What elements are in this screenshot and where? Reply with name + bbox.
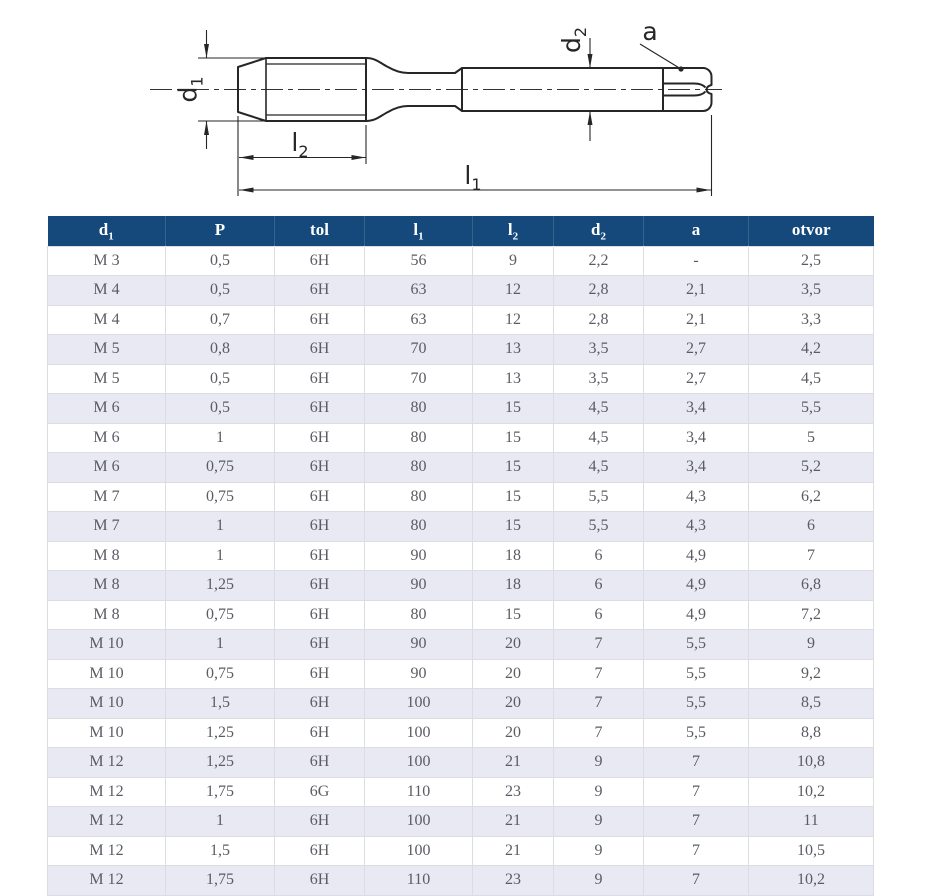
table-cell: 7 — [644, 777, 749, 807]
table-cell: 110 — [365, 777, 473, 807]
table-cell: 80 — [365, 453, 473, 483]
table-cell: 21 — [473, 836, 554, 866]
table-cell: 7 — [554, 689, 644, 719]
table-cell: 4,5 — [554, 453, 644, 483]
table-cell: 6H — [275, 364, 365, 394]
table-cell: 10,8 — [749, 748, 874, 778]
table-cell: 21 — [473, 807, 554, 837]
table-cell: 6H — [275, 305, 365, 335]
table-cell: M 3 — [48, 246, 166, 276]
table-cell: 23 — [473, 777, 554, 807]
tap-drawing-svg — [0, 0, 925, 216]
table-cell: 15 — [473, 600, 554, 630]
table-cell: 13 — [473, 364, 554, 394]
table-cell: 6,8 — [749, 571, 874, 601]
table-cell: 0,5 — [166, 364, 275, 394]
arrowhead — [588, 111, 593, 125]
table-cell: 6H — [275, 748, 365, 778]
table-cell: 15 — [473, 394, 554, 424]
column-header-l2: $l_2$ — [473, 216, 554, 246]
table-cell: 0,5 — [166, 276, 275, 306]
table-cell: 56 — [365, 246, 473, 276]
table-cell: M 6 — [48, 423, 166, 453]
callout-a — [640, 17, 684, 72]
table-cell: 9 — [554, 748, 644, 778]
arrowhead — [240, 155, 254, 160]
table-cell: 10,2 — [749, 866, 874, 896]
table-cell: M 10 — [48, 659, 166, 689]
table-cell: 20 — [473, 689, 554, 719]
table-cell: 63 — [365, 276, 473, 306]
table-cell: 6 — [554, 600, 644, 630]
table-cell: 80 — [365, 600, 473, 630]
table-cell: 6H — [275, 807, 365, 837]
table-cell: 1,5 — [166, 836, 275, 866]
table-cell: 12 — [473, 276, 554, 306]
table-cell: 9 — [554, 836, 644, 866]
table-cell: 10,5 — [749, 836, 874, 866]
column-header-l1: $l_1$ — [365, 216, 473, 246]
arrowhead — [588, 54, 593, 68]
table-cell: 4,2 — [749, 335, 874, 365]
table-cell: 90 — [365, 630, 473, 660]
table-cell: 6H — [275, 423, 365, 453]
table-cell: 6H — [275, 600, 365, 630]
table-cell: M 8 — [48, 571, 166, 601]
table-cell: 7,2 — [749, 600, 874, 630]
arrowhead — [697, 188, 711, 193]
table-cell: 6 — [749, 512, 874, 542]
table-row — [48, 423, 874, 453]
table-row — [48, 866, 874, 896]
table-cell: 9 — [749, 630, 874, 660]
table-cell: 3,4 — [644, 394, 749, 424]
table-row — [48, 777, 874, 807]
column-header-a: a — [644, 216, 749, 246]
table-row — [48, 718, 874, 748]
table-row — [48, 836, 874, 866]
table-cell: 8,5 — [749, 689, 874, 719]
table-cell: 2,2 — [554, 246, 644, 276]
table-cell: 0,7 — [166, 305, 275, 335]
label-a: a — [642, 17, 658, 46]
table-cell: 2,1 — [644, 305, 749, 335]
label-l1: $l_1$ — [464, 161, 482, 194]
table-cell: 4,5 — [554, 394, 644, 424]
table-cell: 90 — [365, 571, 473, 601]
table-cell: 10,2 — [749, 777, 874, 807]
dimension-l1 — [239, 115, 712, 196]
table-cell: 15 — [473, 423, 554, 453]
table-cell: M 7 — [48, 482, 166, 512]
label-d1: $d_1$ — [173, 76, 207, 103]
table-cell: - — [644, 246, 749, 276]
table-cell: 3,4 — [644, 423, 749, 453]
table-cell: 6H — [275, 512, 365, 542]
table-cell: 6H — [275, 571, 365, 601]
table-cell: 11 — [749, 807, 874, 837]
table-cell: M 6 — [48, 453, 166, 483]
table-cell: 2,8 — [554, 305, 644, 335]
table-cell: M 12 — [48, 807, 166, 837]
arrowhead — [204, 44, 209, 58]
table-cell: 3,4 — [644, 453, 749, 483]
column-header-d1: $d_1$ — [48, 216, 166, 246]
table-cell: M 5 — [48, 364, 166, 394]
table-cell: 7 — [554, 718, 644, 748]
table-cell: 0,75 — [166, 600, 275, 630]
table-cell: 1 — [166, 541, 275, 571]
table-cell: 23 — [473, 866, 554, 896]
table-cell: 9 — [554, 777, 644, 807]
table-row — [48, 748, 874, 778]
table-header-row — [48, 216, 874, 246]
arrowhead — [240, 188, 254, 193]
table-row — [48, 305, 874, 335]
table-cell: 6,2 — [749, 482, 874, 512]
table-cell: 70 — [365, 335, 473, 365]
table-cell: 100 — [365, 836, 473, 866]
table-cell: 7 — [644, 748, 749, 778]
table-cell: 100 — [365, 689, 473, 719]
table-row — [48, 394, 874, 424]
table-cell: 100 — [365, 807, 473, 837]
table-cell: 0,75 — [166, 659, 275, 689]
table-cell: 80 — [365, 512, 473, 542]
table-cell: 1,75 — [166, 866, 275, 896]
table-cell: 1,25 — [166, 571, 275, 601]
table-cell: 90 — [365, 541, 473, 571]
table-cell: 5,5 — [554, 482, 644, 512]
table-cell: 8,8 — [749, 718, 874, 748]
dimension-l2 — [238, 116, 366, 196]
table-row — [48, 246, 874, 276]
table-cell: M 4 — [48, 305, 166, 335]
column-header-tol: tol — [275, 216, 365, 246]
table-cell: 18 — [473, 541, 554, 571]
table-row — [48, 512, 874, 542]
table-cell: 6H — [275, 276, 365, 306]
table-cell: 20 — [473, 659, 554, 689]
table-row — [48, 571, 874, 601]
tap-technical-drawing — [0, 0, 925, 216]
table-cell: 80 — [365, 394, 473, 424]
table-row — [48, 276, 874, 306]
table-cell: M 7 — [48, 512, 166, 542]
table-cell: 9,2 — [749, 659, 874, 689]
table-cell: 6H — [275, 866, 365, 896]
table-row — [48, 453, 874, 483]
table-cell: 1,25 — [166, 748, 275, 778]
table-cell: 3,5 — [554, 335, 644, 365]
table-cell: 0,8 — [166, 335, 275, 365]
table-cell: 2,7 — [644, 364, 749, 394]
table-cell: 4,9 — [644, 541, 749, 571]
table-cell: M 5 — [48, 335, 166, 365]
table-cell: 1 — [166, 630, 275, 660]
table-cell: 7 — [554, 630, 644, 660]
table-cell: 15 — [473, 453, 554, 483]
table-cell: 0,75 — [166, 453, 275, 483]
table-cell: 100 — [365, 748, 473, 778]
table-cell: 6H — [275, 836, 365, 866]
table-cell: 3,5 — [554, 364, 644, 394]
table-cell: 0,5 — [166, 394, 275, 424]
table-body — [48, 246, 874, 895]
tap-spec-table — [47, 216, 874, 896]
table-cell: 5,5 — [644, 718, 749, 748]
table-cell: 15 — [473, 482, 554, 512]
table-row — [48, 659, 874, 689]
table-cell: 1,75 — [166, 777, 275, 807]
table-cell: M 10 — [48, 630, 166, 660]
table-cell: 20 — [473, 718, 554, 748]
table-cell: 5,2 — [749, 453, 874, 483]
table-cell: 3,3 — [749, 305, 874, 335]
table-cell: M 12 — [48, 777, 166, 807]
leader-dot — [678, 66, 683, 71]
table-cell: M 4 — [48, 276, 166, 306]
table-cell: 9 — [554, 807, 644, 837]
table-cell: 5 — [749, 423, 874, 453]
table-cell: 5,5 — [644, 689, 749, 719]
table-cell: 6H — [275, 630, 365, 660]
table-cell: 63 — [365, 305, 473, 335]
table-row — [48, 807, 874, 837]
table-cell: 7 — [644, 807, 749, 837]
table-cell: 6H — [275, 718, 365, 748]
table-cell: 5,5 — [644, 659, 749, 689]
table-cell: 21 — [473, 748, 554, 778]
table-row — [48, 630, 874, 660]
table-cell: 90 — [365, 659, 473, 689]
table-cell: 2,8 — [554, 276, 644, 306]
table-cell: 110 — [365, 866, 473, 896]
table-cell: 7 — [749, 541, 874, 571]
table-cell: 6H — [275, 541, 365, 571]
table-cell: 6H — [275, 482, 365, 512]
table-cell: 4,3 — [644, 482, 749, 512]
table-cell: 4,5 — [749, 364, 874, 394]
table-cell: 7 — [554, 659, 644, 689]
table-cell: 18 — [473, 571, 554, 601]
table-cell: 5,5 — [554, 512, 644, 542]
table-cell: 2,5 — [749, 246, 874, 276]
table-cell: 1,5 — [166, 689, 275, 719]
table-cell: 6G — [275, 777, 365, 807]
table-cell: 3,5 — [749, 276, 874, 306]
label-l2: $l_2$ — [291, 128, 309, 161]
table-cell: 20 — [473, 630, 554, 660]
column-header-d2: $d_2$ — [554, 216, 644, 246]
table-cell: 7 — [644, 866, 749, 896]
table-cell: 5,5 — [644, 630, 749, 660]
table-cell: 70 — [365, 364, 473, 394]
table-cell: 80 — [365, 423, 473, 453]
table-cell: 6H — [275, 453, 365, 483]
column-header-otvor: otvor — [749, 216, 874, 246]
table-cell: 100 — [365, 718, 473, 748]
table-row — [48, 364, 874, 394]
table-cell: 4,5 — [554, 423, 644, 453]
column-header-p: P — [166, 216, 275, 246]
table-cell: 5,5 — [749, 394, 874, 424]
table-cell: 15 — [473, 512, 554, 542]
table-cell: 0,75 — [166, 482, 275, 512]
table-cell: 9 — [554, 866, 644, 896]
table-cell: 4,3 — [644, 512, 749, 542]
slot-bottom-line — [663, 92, 706, 96]
table-cell: 6H — [275, 335, 365, 365]
table-cell: 7 — [644, 836, 749, 866]
label-d2: $d_2$ — [557, 26, 590, 54]
slot-top-line — [663, 84, 706, 88]
table-cell: M 12 — [48, 866, 166, 896]
table-cell: 1 — [166, 512, 275, 542]
table-cell: 9 — [473, 246, 554, 276]
table-row — [48, 541, 874, 571]
table-cell: 0,5 — [166, 246, 275, 276]
table-cell: 80 — [365, 482, 473, 512]
table-cell: 1 — [166, 807, 275, 837]
arrowhead — [352, 155, 366, 160]
table-cell: 4,9 — [644, 571, 749, 601]
arrowhead — [204, 121, 209, 135]
table-cell: 2,7 — [644, 335, 749, 365]
table-cell: 6H — [275, 246, 365, 276]
table-cell: M 8 — [48, 600, 166, 630]
table-cell: 4,9 — [644, 600, 749, 630]
table-cell: 1 — [166, 423, 275, 453]
table-row — [48, 689, 874, 719]
table-cell: 6H — [275, 689, 365, 719]
table-cell: M 10 — [48, 689, 166, 719]
table-row — [48, 600, 874, 630]
table-row — [48, 335, 874, 365]
table-cell: 13 — [473, 335, 554, 365]
table-cell: 6 — [554, 541, 644, 571]
table-cell: 1,25 — [166, 718, 275, 748]
table-cell: M 8 — [48, 541, 166, 571]
dimension-d2 — [557, 27, 593, 141]
table-cell: M 10 — [48, 718, 166, 748]
table-row — [48, 482, 874, 512]
table-cell: M 6 — [48, 394, 166, 424]
table-cell: 12 — [473, 305, 554, 335]
table-cell: M 12 — [48, 748, 166, 778]
table-cell: 2,1 — [644, 276, 749, 306]
table-cell: 6H — [275, 394, 365, 424]
table-cell: 6H — [275, 659, 365, 689]
table-cell: M 12 — [48, 836, 166, 866]
table-cell: 6 — [554, 571, 644, 601]
